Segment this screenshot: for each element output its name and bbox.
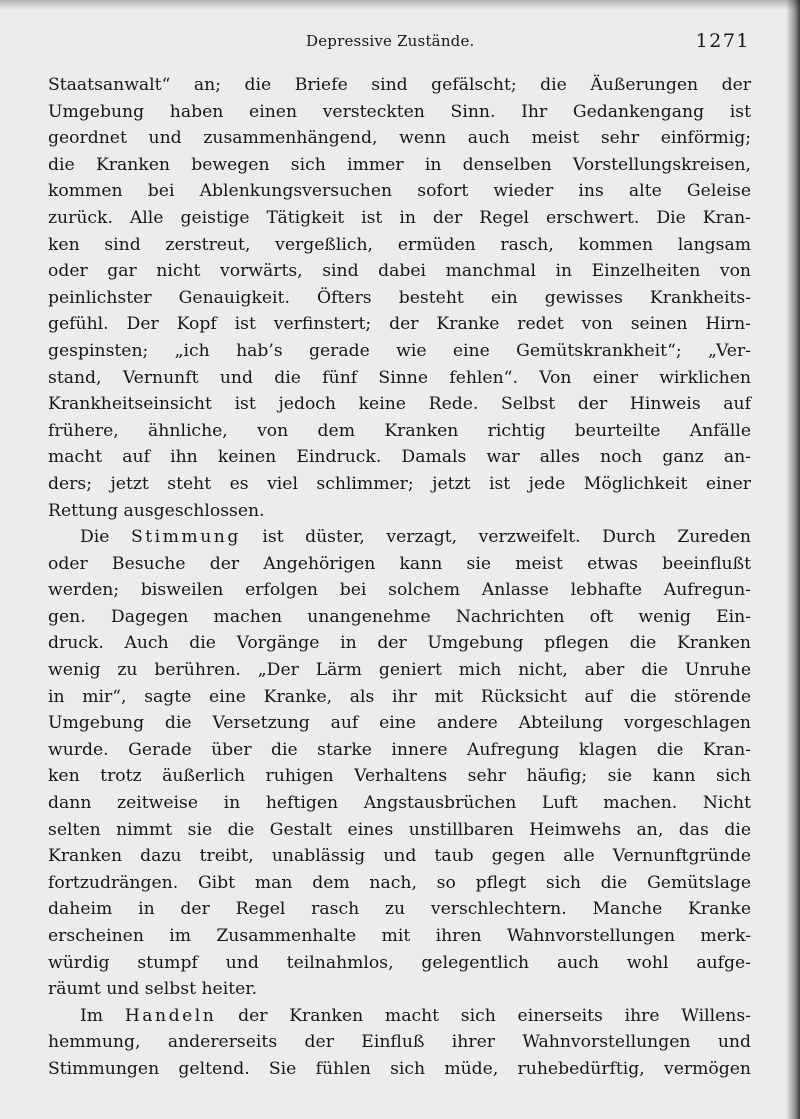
spaced-emphasis: Handeln <box>124 1005 217 1026</box>
text-line: werden; bisweilen erfolgen bei solchem Anlasse lebhafte Aufregun- <box>48 580 751 601</box>
text-line: Krankheitseinsicht ist jedoch keine Rede. Selbst der Hinweis auf <box>48 394 751 415</box>
body-text <box>48 72 751 1083</box>
page-number: 1271 <box>695 30 750 52</box>
running-head-title: Depressive Zustände. <box>306 32 475 50</box>
text-line: in mir“, sagte eine Kranke, als ihr mit Rücksicht auf die störende <box>48 686 751 707</box>
text-line: hemmung, andererseits der Einfluß ihrer Wahnvorstellungen und <box>48 1032 751 1053</box>
text-line-start: Die <box>80 527 131 548</box>
text-line: oder Besuche der Angehörigen kann sie meist etwas beeinflußt <box>48 553 751 574</box>
text-line: daheim in der Regel rasch zu verschlechtern. Manche Kranke <box>48 899 751 920</box>
text-line: gen. Dagegen machen unangenehme Nachrichten oft wenig Ein- <box>48 606 751 627</box>
text-line: druck. Auch die Vorgänge in der Umgebung pflegen die Kranken <box>48 633 751 654</box>
text-line: zurück. Alle geistige Tätigkeit ist in der Regel erschwert. Die Kran- <box>48 207 751 228</box>
text-line: macht auf ihn keinen Eindruck. Damals war alles noch ganz an- <box>48 447 751 468</box>
text-line: oder gar nicht vorwärts, sind dabei manchmal in Einzelheiten von <box>48 261 751 282</box>
page-top-shadow <box>0 0 800 10</box>
running-head <box>48 30 752 56</box>
text-line <box>48 1003 751 1030</box>
page-binding-shadow <box>786 0 800 1119</box>
text-line: wurde. Gerade über die starke innere Aufregung klagen die Kran- <box>48 739 751 760</box>
text-line-start: Im <box>80 1005 125 1026</box>
text-line: fortzudrängen. Gibt man dem nach, so pflegt sich die Gemütslage <box>48 872 751 893</box>
text-line: Kranken dazu treibt, unablässig und taub gegen alle Vernunftgründe <box>48 846 751 867</box>
text-line: gespinsten; „ich hab’s gerade wie eine Gemütskrankheit“; „Ver- <box>48 340 751 361</box>
text-line: stand, Vernunft und die fünf Sinne fehlen“. Von einer wirklichen <box>48 367 751 388</box>
text-line: die Kranken bewegen sich immer in denselben Vorstellungskreisen, <box>48 154 751 175</box>
text-line: gefühl. Der Kopf ist verfinstert; der Kranke redet von seinen Hirn- <box>48 314 751 335</box>
text-line: Staatsanwalt“ an; die Briefe sind gefälscht; die Äußerungen der <box>48 75 751 95</box>
text-line: Umgebung haben einen versteckten Sinn. Ihr Gedankengang ist <box>48 101 751 122</box>
text-line: Umgebung die Versetzung auf eine andere Abteilung vorgeschlagen <box>48 713 751 734</box>
text-line: peinlichster Genauigkeit. Öfters besteht ein gewisses Krankheits- <box>48 287 751 308</box>
text-line: kommen bei Ablenkungsversuchen sofort wieder ins alte Geleise <box>48 181 751 202</box>
text-line-rest: ist düster, verzagt, verzweifelt. Durch Zureden <box>240 527 751 548</box>
text-line: Rettung ausgeschlossen. <box>48 500 265 521</box>
text-line: selten nimmt sie die Gestalt eines unstillbaren Heimwehs an, das die <box>48 819 751 840</box>
text-line: frühere, ähnliche, von dem Kranken richtig beurteilte Anfälle <box>48 420 751 441</box>
spaced-emphasis: Stimmung <box>130 527 241 548</box>
text-line: räumt und selbst heiter. <box>48 979 258 1000</box>
text-line: würdig stumpf und teilnahmlos, gelegentlich auch wohl aufge- <box>48 952 751 973</box>
text-line: dann zeitweise in heftigen Angstausbrüchen Luft machen. Nicht <box>48 793 751 814</box>
text-line <box>48 524 751 551</box>
text-line: erscheinen im Zusammenhalte mit ihren Wahnvorstellungen merk- <box>48 926 751 946</box>
text-line: ken sind zerstreut, vergeßlich, ermüden rasch, kommen langsam <box>48 234 751 255</box>
text-line-rest: der Kranken macht sich einerseits ihre Willens- <box>216 1005 751 1026</box>
text-line: Stimmungen geltend. Sie fühlen sich müde, ruhebedürftig, vermögen <box>48 1058 751 1079</box>
text-line: geordnet und zusammenhängend, wenn auch meist sehr einförmig; <box>48 128 751 149</box>
text-line: ken trotz äußerlich ruhigen Verhaltens sehr häufig; sie kann sich <box>48 766 751 787</box>
text-line: ders; jetzt steht es viel schlimmer; jetzt ist jede Möglichkeit einer <box>48 473 751 494</box>
text-line: wenig zu berühren. „Der Lärm geniert mich nicht, aber die Unruhe <box>48 660 751 681</box>
